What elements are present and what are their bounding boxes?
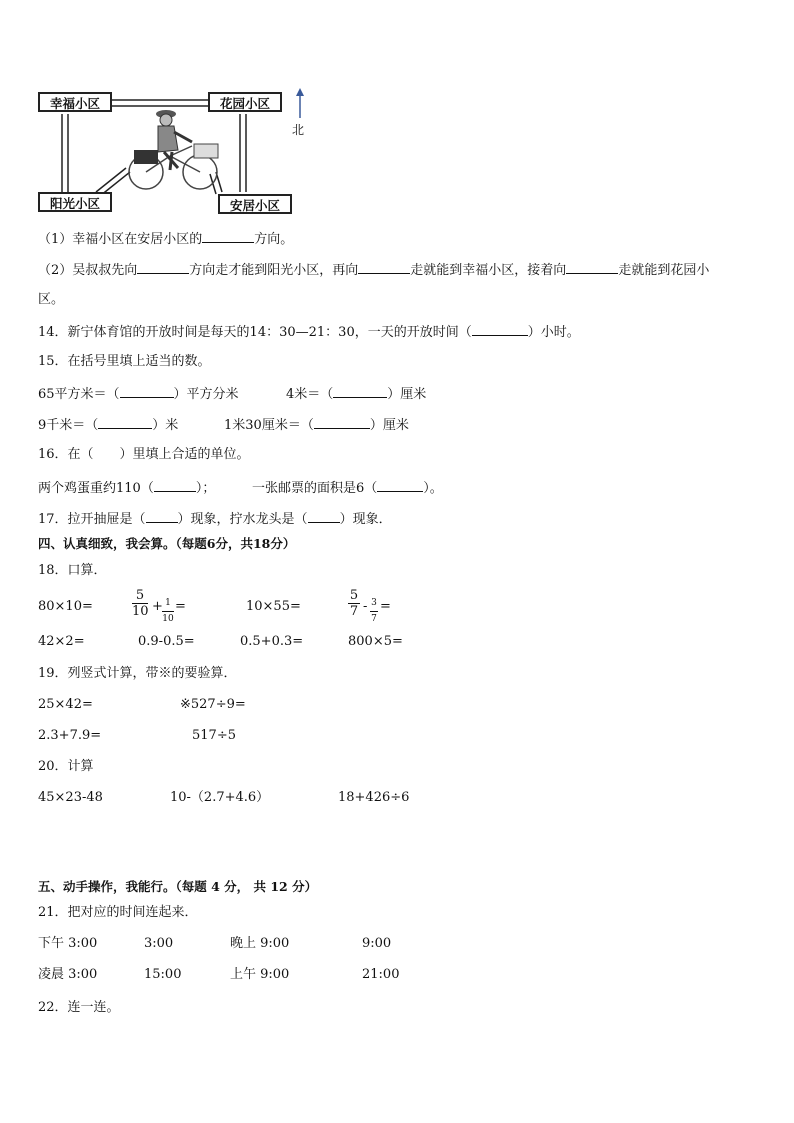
q13-sub1-text-b: 方向。 — [254, 232, 294, 247]
q13-sub1 — [38, 230, 293, 248]
q15-r1-blank1[interactable] — [120, 385, 174, 398]
q19-e1: 25×42= — [38, 697, 93, 712]
q21-r2c4: 21:00 — [362, 967, 400, 982]
q18-f2-minus: - — [363, 599, 368, 614]
q15-row1-right — [286, 385, 426, 403]
q13-sub2-blank2[interactable] — [358, 261, 410, 274]
q18-fraction-expr-2 — [348, 588, 408, 628]
q18-e6: 0.9-0.5= — [138, 634, 195, 649]
q15-r2-b: ）米 — [152, 418, 179, 433]
q18-fraction-expr-1 — [132, 588, 202, 628]
q15-r2-d: ）厘米 — [369, 418, 409, 433]
q19-e2: ※527÷9= — [180, 697, 246, 712]
q18-e7: 0.5+0.3= — [240, 634, 304, 649]
label-yangguang: 阳光小区 — [38, 192, 112, 212]
q16-c: 一张邮票的面积是6（ — [252, 481, 378, 496]
q15-r1-blank2[interactable] — [333, 385, 387, 398]
q18-f2-frac2 — [370, 596, 378, 627]
q16-blank2[interactable] — [377, 479, 423, 492]
north-label: 北 — [292, 123, 305, 137]
q16-row — [38, 479, 215, 497]
q18-f1-num2: 1 — [165, 598, 171, 608]
north-arrow-icon — [294, 88, 306, 120]
q17-blank2[interactable] — [308, 510, 340, 523]
q18-f1-den: 10 — [132, 604, 149, 619]
q18-title: 18．口算． — [38, 563, 107, 578]
q14 — [38, 323, 580, 341]
q18-f2-num2: 3 — [371, 598, 377, 608]
q13-sub2-text-b: 方向走才能到阳光小区，再向 — [189, 263, 359, 278]
q15-r1-a: 65平方米＝（ — [38, 387, 120, 402]
q18-f1-plus: + — [152, 599, 163, 614]
q15-row2 — [38, 416, 178, 434]
label-xingfu: 幸福小区 — [38, 92, 112, 112]
q13-sub2-blank1[interactable] — [137, 261, 189, 274]
q15-r2-blank1[interactable] — [98, 416, 152, 429]
q18-e5: 42×2= — [38, 634, 85, 649]
q18-f1-num: 5 — [135, 588, 145, 603]
q15-r2-c: 1米30厘米＝（ — [224, 418, 314, 433]
q14-text-b: ）小时。 — [527, 325, 580, 340]
q19-title: 19．列竖式计算，带※的要验算． — [38, 666, 237, 681]
q19-e4: 517÷5 — [192, 728, 236, 743]
q21-r1c1: 下午 3:00 — [38, 936, 98, 951]
q16-b: ）； — [195, 481, 216, 496]
q21-r2c3: 上午 9:00 — [230, 967, 290, 982]
q18-e1: 80×10= — [38, 599, 93, 614]
section5-title: 五、动手操作，我能行。（每题 4 分， 共 12 分） — [38, 879, 318, 894]
q17-c: ）现象． — [339, 512, 392, 527]
q13-sub2 — [38, 261, 709, 279]
q17-a: 17．拉开抽屉是（ — [38, 512, 146, 527]
q20-e2: 10-（2.7+4.6） — [170, 790, 270, 805]
q15-r1-c: 4米＝（ — [286, 387, 334, 402]
q13-sub2-blank3[interactable] — [566, 261, 618, 274]
q17-b: ）现象，拧水龙头是（ — [177, 512, 308, 527]
q21-r1c3: 晚上 9:00 — [230, 936, 290, 951]
q15-r2-a: 9千米＝（ — [38, 418, 99, 433]
q18-e3: 10×55= — [246, 599, 301, 614]
q18-f1-eq: = — [175, 599, 186, 614]
q14-blank[interactable] — [472, 323, 528, 336]
q18-f2-den2: 7 — [371, 614, 377, 624]
q18-f2-num: 5 — [349, 588, 359, 603]
q13-sub2-text-a: （2）吴叔叔先向 — [38, 263, 138, 278]
q17-blank1[interactable] — [146, 510, 178, 523]
q20-e1: 45×23-48 — [38, 790, 103, 805]
q22-title: 22．连一连。 — [38, 1000, 120, 1015]
q13-sub2-text-d: 走就能到花园小 — [618, 263, 710, 278]
q21-r1c2: 3:00 — [144, 936, 174, 951]
q21-r2c2: 15:00 — [144, 967, 182, 982]
q20-e3: 18+426÷6 — [338, 790, 410, 805]
q21-r2c1: 凌晨 3:00 — [38, 967, 98, 982]
q15-row1 — [38, 385, 239, 403]
q21-r1c4: 9:00 — [362, 936, 392, 951]
q16-row-right — [252, 479, 443, 497]
q18-e8: 800×5= — [348, 634, 403, 649]
q15-title: 15．在括号里填上适当的数。 — [38, 354, 211, 369]
label-anju: 安居小区 — [218, 194, 292, 214]
q15-r1-b: ）平方分米 — [173, 387, 239, 402]
q18-f2-frac1 — [348, 588, 360, 619]
q16-d: ）。 — [423, 481, 443, 496]
q17 — [38, 510, 392, 528]
q18-f1-frac2 — [162, 596, 174, 627]
label-huayuan: 花园小区 — [208, 92, 282, 112]
q13-sub2-cont: 区。 — [38, 292, 65, 307]
q21-title: 21．把对应的时间连起来． — [38, 905, 198, 920]
q13-sub1-text-a: （1）幸福小区在安居小区的 — [38, 232, 203, 247]
q18-f2-den: 7 — [349, 604, 359, 619]
q14-text-a: 14．新宁体育馆的开放时间是每天的14：30—21：30，一天的开放时间（ — [38, 325, 472, 340]
cyclist-illustration — [108, 106, 228, 196]
q15-r1-d: ）厘米 — [387, 387, 427, 402]
q16-a: 两个鸡蛋重约110（ — [38, 481, 154, 496]
map-figure — [38, 88, 310, 216]
q18-f1-frac1 — [132, 588, 148, 619]
q19-e3: 2.3+7.9= — [38, 728, 102, 743]
q20-title: 20．计算 — [38, 759, 94, 774]
q15-r2-blank2[interactable] — [314, 416, 370, 429]
q15-row2-right — [224, 416, 409, 434]
q18-f1-den2: 10 — [162, 614, 174, 624]
q18-f2-eq: = — [380, 599, 391, 614]
q13-sub2-text-c: 走就能到幸福小区，接着向 — [410, 263, 567, 278]
q13-sub1-blank[interactable] — [202, 230, 254, 243]
section4-title: 四、认真细致，我会算。（每题6分，共18分） — [38, 536, 296, 551]
q16-blank1[interactable] — [154, 479, 196, 492]
q16-title: 16．在（ ）里填上合适的单位。 — [38, 447, 250, 462]
